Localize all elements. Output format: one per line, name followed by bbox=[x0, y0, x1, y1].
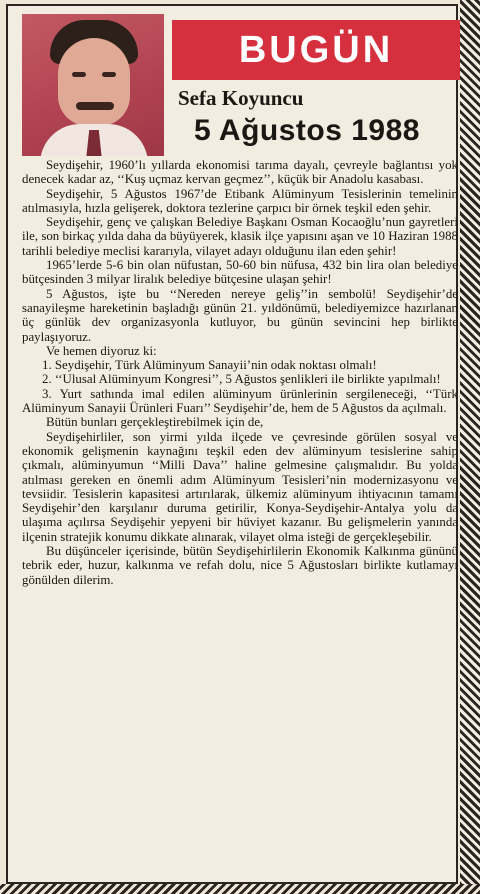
bottom-border-texture bbox=[0, 884, 480, 894]
list-item: 3. Yurt sathında imal edilen alüminyum ürünlerinin sergileneceği, ‘‘Türk Alüminyum Sanayii Ürünleri Fuarı’’ Seydişehir’de, hem de 5 Ağustos da açılmalı. bbox=[22, 386, 458, 416]
author-photo bbox=[22, 14, 164, 156]
author-name: Sefa Koyuncu bbox=[178, 86, 304, 110]
paragraph: Seydişehirliler, son yirmi yılda ilçede ve çevresinde görülen sosyal ve ekonomik gelişmenin kaynağını teşkil eden dev alüminyum tesislerine sahip çıkmalı, alüminyumun ‘‘Milli Dava’’ haline gelmesine çalışmalıdır. Bu yolda atılması gereken en önemli adım Alüminyum Tesisleri’nin modernizasyonu ve tevsiidir. Tesislerin kapasitesi artırılarak, ülkemiz alüminyum ihtiyacının tamamı Seydişehir’den karşılanır duruma getirilir, Konya-Seydişehir-Antalya yolu da ulaşıma açılırsa Seydişehir yepyeni bir hüviyet kazanır. Bu gelişmelerin yanında ilçenin stratejik konumu dikkate alınarak, vilayet olma isteği de gerçekleşebilir. bbox=[22, 429, 458, 544]
newspaper-clipping bbox=[6, 4, 458, 884]
paragraph: Seydişehir, 5 Ağustos 1967’de Etibank Alüminyum Tesislerinin temelinin atılmasıyla, hızla gelişerek, doktora tezlerine çarpıcı bir örnek teşkil eden şehir. bbox=[22, 186, 458, 215]
paragraph: 1965’lerde 5-6 bin olan nüfustan, 50-60 bin nüfusa, 432 bin lira olan belediye bütçesinden 3 milyar liralık belediye bütçesine ulaşan şehir! bbox=[22, 258, 458, 287]
photo-face bbox=[58, 38, 130, 126]
list-item: 1. Seydişehir, Türk Alüminyum Sanayii’nin odak noktası olmalı! bbox=[42, 358, 377, 373]
paragraph: Ve hemen diyoruz ki: bbox=[46, 343, 157, 358]
right-border-texture bbox=[460, 0, 480, 894]
photo-eye bbox=[102, 72, 116, 77]
paragraph: Bu düşünceler içerisinde, bütün Seydişehirlilerin Ekonomik Kalkınma gününü tebrik eder, huzur, kalkınma ve refah dolu, nice 5 Ağustosları birlikte kutlamayı gönülden dilerim. bbox=[22, 544, 458, 587]
paragraph: 5 Ağustos, işte bu ‘‘Nereden nereye geliş’’in sembolü! Seydişehir’de sanayileşme hareketinin başladığı günün 21. yıldönümü, belediyemizce hazırlanan üç günlük dev organizasyonla kutluyor, bu günün sevincini hep birlikte paylaşıyoruz. bbox=[22, 286, 458, 344]
paragraph: Seydişehir, 1960’lı yıllarda ekonomisi tarıma dayalı, çevreyle bağlantısı yok denecek kadar az, ‘‘Kuş uçmaz kervan geçmez’’, küçük bir Anadolu kasabası. bbox=[22, 158, 458, 187]
paragraph: Bütün bunları gerçekleştirebilmek için de, bbox=[46, 415, 264, 430]
column-banner: BUGÜN bbox=[172, 20, 460, 80]
paragraph: Seydişehir, genç ve çalışkan Belediye Başkanı Osman Kocaoğlu’nun gayretleri ile, son birkaç yılda daha da büyüyerek, klasik ilçe yapısını aşan ve 10 Haziran 1988 tarihli belediye meclisi kararıyla, vilayet adayı olduğunu ilan eden şehir! bbox=[22, 215, 458, 258]
photo-mustache bbox=[76, 102, 114, 110]
article-body bbox=[22, 158, 458, 587]
list-item: 2. ‘‘Ulusal Alüminyum Kongresi’’, 5 Ağustos şenlikleri ile birlikte yapılmalı! bbox=[42, 372, 441, 387]
photo-eye bbox=[72, 72, 86, 77]
article-date: 5 Ağustos 1988 bbox=[194, 114, 420, 147]
